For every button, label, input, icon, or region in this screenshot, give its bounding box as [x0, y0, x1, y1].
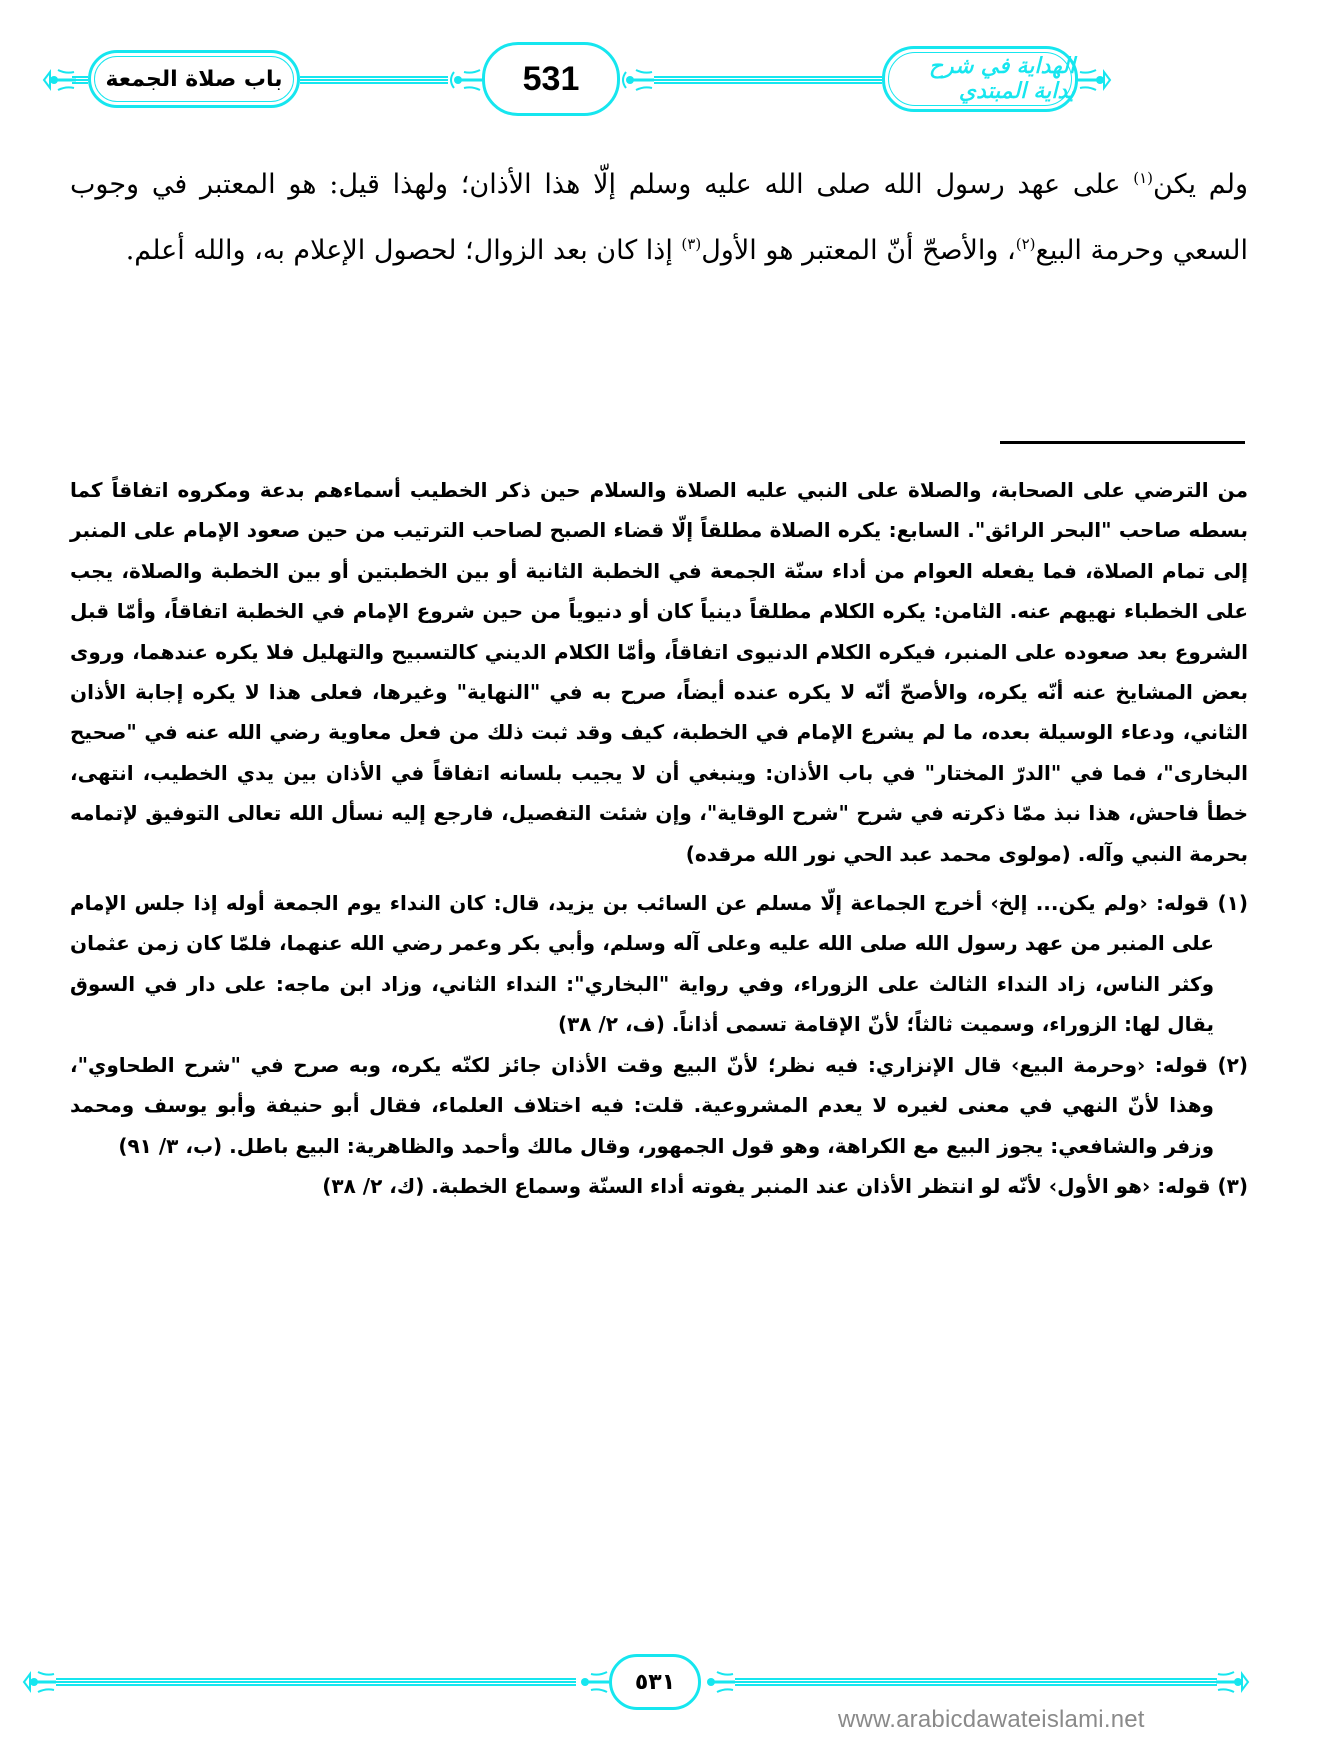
page-number-badge [482, 42, 620, 116]
footnote-ref-3[interactable]: (٣) [681, 235, 702, 253]
footnote-marker: (٣) قوله: ‹هو الأول› [1048, 1173, 1248, 1198]
page-footer [0, 1648, 1320, 1708]
main-text [70, 152, 1248, 284]
ornament-rule [56, 1677, 576, 1687]
footer-page-badge [609, 1654, 701, 1710]
footnote-3: (٣) قوله: ‹هو الأول› لأنّه لو انتظر الأذان عند المنبر يفوته أداء السنّة وسماع الخطبة. (ك، ٢/ ٣٨) [322, 1173, 1248, 1198]
page-header [0, 40, 1320, 120]
ornament-cap-icon [448, 66, 482, 94]
footer-page-number: ٥٣١ [634, 1669, 676, 1695]
footnote-2: (٢) قوله: ‹وحرمة البيع› قال الإنزاري: فيه نظر؛ لأنّ البيع وقت الأذان جائز لكنّه يكره، وبه صرح في "شرح الطحاوي"، وهذا لأنّ النهي في معنى لغيره لا يعدم المشروعية. قلت: فيه اختلاف العلماء، فقال أبو حنيفة وأبو يوسف ومحمد وزفر والشافعي: يجوز البيع مع الكراهة، وهو قول الجمهور، وقال مالك وأحمد والظاهرية: البيع باطل. (ب، ٣/ ٩١) [70, 1052, 1248, 1158]
footnote-1: (١) قوله: ‹ولم يكن... إلخ› أخرج الجماعة إلّا مسلم عن السائب بن يزيد، قال: كان النداء يوم الجمعة أوله إذا جلس الإمام على المنبر من عهد رسول الله صلى الله عليه وعلى آله وسلم، وأبي بكر وعمر رضي الله عنهما، فلمّا كان زمن عثمان وكثر الناس، زاد النداء الثالث على الزوراء، وفي رواية "البخاري": النداء الثاني، وزاد ابن ماجه: على دار في السوق يقال لها: الزوراء، وسميت ثالثاً؛ لأنّ الإقامة تسمى أذاناً. (ف، ٢/ ٣٨) [70, 891, 1248, 1037]
footnote-ref-1[interactable]: (١) [1133, 169, 1154, 187]
footnote-ref-2[interactable]: (٢) [1015, 235, 1036, 253]
footnotes-section [70, 470, 1248, 1206]
ornament-cap-icon [620, 66, 654, 94]
ornament-cap-icon [575, 1668, 609, 1696]
chapter-title-badge [88, 50, 300, 108]
ornament-rule [654, 75, 882, 85]
site-url[interactable]: www.arabicdawateislami.net [838, 1706, 1145, 1733]
ornament-cap-icon [42, 66, 76, 94]
book-title-badge [882, 46, 1078, 112]
ornament-cap-icon [701, 1668, 735, 1696]
page-number: 531 [522, 59, 580, 98]
note-continuation: من الترضي على الصحابة، والصلاة على النبي عليه الصلاة والسلام حين ذكر الخطيب أسماءهم بدعة ومكروه اتفاقاً كما بسطه صاحب "البحر الرائق". السابع: يكره الصلاة مطلقاً إلّا قضاء الصبح لصاحب الترتيب من حين صعود الإمام على المنبر إلى تمام الصلاة، فما يفعله العوام من أداء سنّة الجمعة في الخطبة الثانية أو بين الخطبتين أو بين الخطبة والصلاة، يجب على الخطباء نهيهم عنه. الثامن: يكره الكلام مطلقاً دينياً كان أو دنيوياً من حين شروع الإمام في الخطبة اتفاقاً، وأمّا قبل الشروع بعد صعوده على المنبر، فيكره الكلام الدنيوى اتفاقاً، وأمّا الكلام الديني كالتسبيح والتهليل فلا يكره عندهما، وروى بعض المشايخ عنه أنّه يكره، والأصحّ أنّه لا يكره عنده أيضاً، صرح به في "النهاية" وغيرها، فعلى هذا لا يكره إجابة الأذان الثاني، ودعاء الوسيلة بعده، ما لم يشرع الإمام في الخطبة، كيف وقد ثبت ذلك من فعل معاوية رضي الله عنه في "صحيح البخارى"، فما في "الدرّ المختار" في باب الأذان: وينبغي أن لا يجيب بلسانه اتفاقاً في الأذان بين يدي الخطيب، انتهى، خطأ فاحش، هذا نبذ ممّا ذكرته في شرح "شرح الوقاية"، وإن شئت التفصيل، فارجع إليه نسأل الله تعالى التوفيق لإتمامه بحرمة النبي وآله. (مولوى محمد عبد الحي نور الله مرقده) [70, 478, 1248, 866]
main-paragraph: ولم يكن$^{(١)}$ على عهد رسول الله صلى الله عليه وسلم إلّا هذا الأذان؛ ولهذا قيل: هو المعتبر في وجوب السعي وحرمة البيع$^{(٢)}$، والأصحّ أنّ المعتبر هو الأول$^{(٣)}$ إذا كان بعد الزوال؛ لحصول الإعلام به، والله أعلم. [70, 169, 1249, 266]
ornament-rule [72, 75, 88, 85]
footnote-separator [1000, 441, 1245, 444]
ornament-rule [735, 1677, 1217, 1687]
ornament-rule [300, 75, 448, 85]
ornament-cap-icon [1078, 66, 1112, 94]
chapter-title: باب صلاة الجمعة [105, 66, 283, 92]
footnote-marker: (١) قوله: ‹ولم يكن... إلخ› [990, 891, 1248, 916]
footnote-marker: (٢) قوله: ‹وحرمة البيع› [1011, 1052, 1248, 1077]
ornament-cap-icon [22, 1668, 56, 1696]
book-title: الهداية في شرح بداية المبتدي [928, 54, 1075, 104]
ornament-cap-icon [1216, 1668, 1250, 1696]
